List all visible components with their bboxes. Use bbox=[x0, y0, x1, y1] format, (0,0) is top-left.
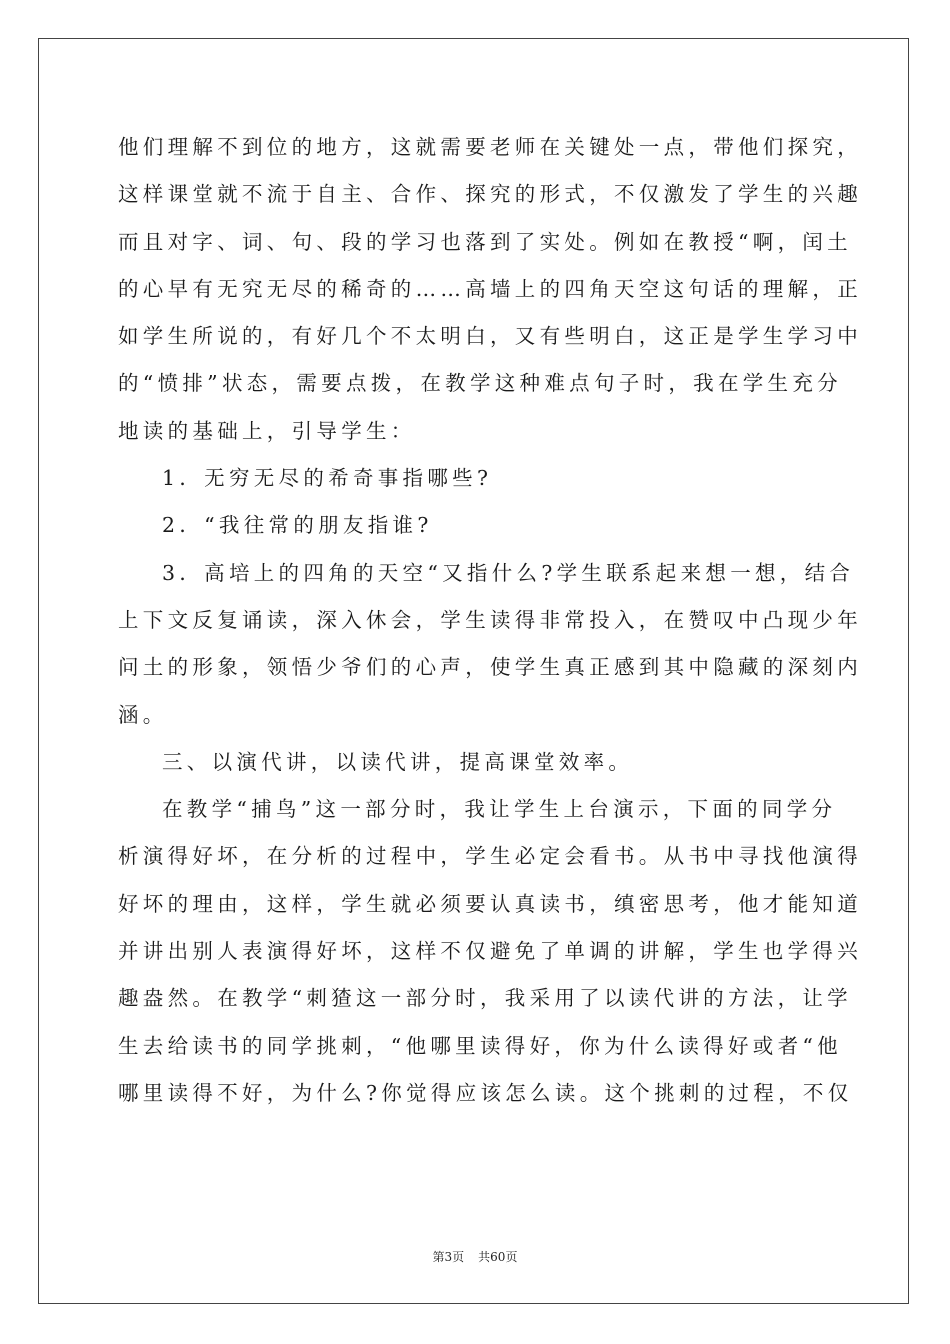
text-line: 上下文反复诵读，深入休会，学生读得非常投入，在赞叹中凸现少年 bbox=[118, 607, 862, 632]
document-body bbox=[118, 124, 862, 1117]
text-line: 析演得好坏，在分析的过程中，学生必定会看书。从书中寻找他演得 bbox=[118, 844, 862, 869]
text-line: 的心早有无究无尽的稀奇的……高墙上的四角天空这句话的理解，正 bbox=[118, 276, 862, 301]
text-line: 他们理解不到位的地方，这就需要老师在关键处一点，带他们探究， bbox=[118, 135, 862, 159]
page-number: 第3页 bbox=[432, 1250, 465, 1264]
text-line: 哪里读得不好，为什么?你觉得应该怎么读。这个挑刺的过程，不仅 bbox=[118, 1080, 853, 1105]
text-line: 三、以演代讲，以读代讲，提高课堂效率。 bbox=[162, 749, 634, 774]
text-line: 的“愤排”状态，需要点拨，在教学这种难点句子时，我在学生充分 bbox=[118, 371, 842, 396]
text-line: 好坏的理由，这样，学生就必须要认真读书，缜密思考，他才能知道 bbox=[118, 891, 862, 916]
text-line: 这样课堂就不流于自主、合作、探究的形式，不仅激发了学生的兴趣 bbox=[118, 182, 862, 207]
text-line: 生去给读书的同学挑刺，“他哪里读得好，你为什么读得好或者“他 bbox=[118, 1033, 842, 1058]
text-line: 2．“我往常的朋友指谁? bbox=[162, 513, 433, 538]
text-line: 趣盎然。在教学“刺猹这一部分时，我采用了以读代讲的方法，让学 bbox=[118, 986, 852, 1011]
text-line: 问土的形象，领悟少爷们的心声，使学生真正感到其中隐藏的深刻内 bbox=[118, 655, 862, 680]
text-line: 地读的基础上，引导学生： bbox=[118, 418, 416, 443]
text-line: 如学生所说的，有好几个不太明白，又有些明白，这正是学生学习中 bbox=[118, 324, 862, 349]
text-line: 3．高培上的四角的天空“又指什么?学生联系起来想一想，结合 bbox=[162, 560, 855, 585]
text-line: 并讲出别人表演得好坏，这样不仅避免了单调的讲解，学生也学得兴 bbox=[118, 939, 862, 964]
text-line: 而且对字、词、句、段的学习也落到了实处。例如在教授“啊，闰土 bbox=[118, 229, 852, 254]
page-total: 共60页 bbox=[478, 1250, 518, 1264]
text-line: 涵。 bbox=[118, 702, 168, 727]
text-line: 在教学“捕鸟”这一部分时，我让学生上台演示，下面的同学分 bbox=[162, 797, 837, 822]
text-line: 1．无穷无尽的希奇事指哪些? bbox=[162, 466, 493, 491]
page-footer bbox=[0, 1248, 950, 1265]
